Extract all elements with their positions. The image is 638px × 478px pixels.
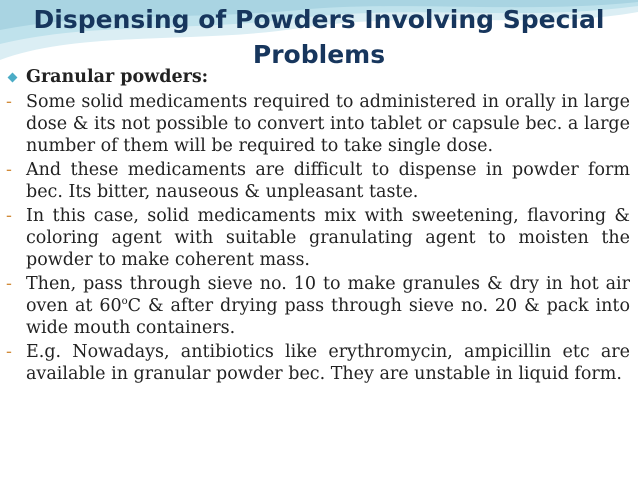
list-item <box>6 205 630 271</box>
dash-bullet: - <box>6 92 12 112</box>
dash-bullet: - <box>6 206 12 226</box>
section-heading <box>6 66 630 89</box>
list-item <box>6 159 630 203</box>
slide-title: Dispensing of Powders Involving Special Problems <box>33 5 605 69</box>
bullet-list <box>6 91 630 385</box>
list-item <box>6 91 630 157</box>
dash-bullet: - <box>6 160 12 180</box>
list-item-text: And these medicaments are difficult to dispense in powder form bec. Its bitter, nauseous & unpleasant taste. <box>26 160 630 202</box>
list-item-text: In this case, solid medicaments mix with sweetening, flavoring & coloring agent with suitable granulating agent to moisten the powder to make coherent mass. <box>26 206 630 270</box>
dash-bullet: - <box>6 342 12 362</box>
list-item <box>6 273 630 339</box>
superscript-degree: o <box>121 296 128 308</box>
list-item <box>6 341 630 385</box>
list-item-text: E.g. Nowadays, antibiotics like erythromycin, ampicillin etc are available in granular powder bec. They are unstable in liquid form. <box>26 342 630 384</box>
list-item-text: Some solid medicaments required to administered in orally in large dose & its not possible to convert into tablet or capsule bec. a large number of them will be required to take single dose. <box>26 92 630 156</box>
dash-bullet: - <box>6 274 12 294</box>
diamond-bullet-icon <box>8 73 18 83</box>
slide-content <box>6 66 630 387</box>
section-heading-text: Granular powders: <box>26 67 209 87</box>
list-item-text: Then, pass through sieve no. 10 to make granules & dry in hot air oven at 60$^o$C & after drying pass through sieve no. 20 & pack into wide mouth containers. <box>26 274 630 338</box>
